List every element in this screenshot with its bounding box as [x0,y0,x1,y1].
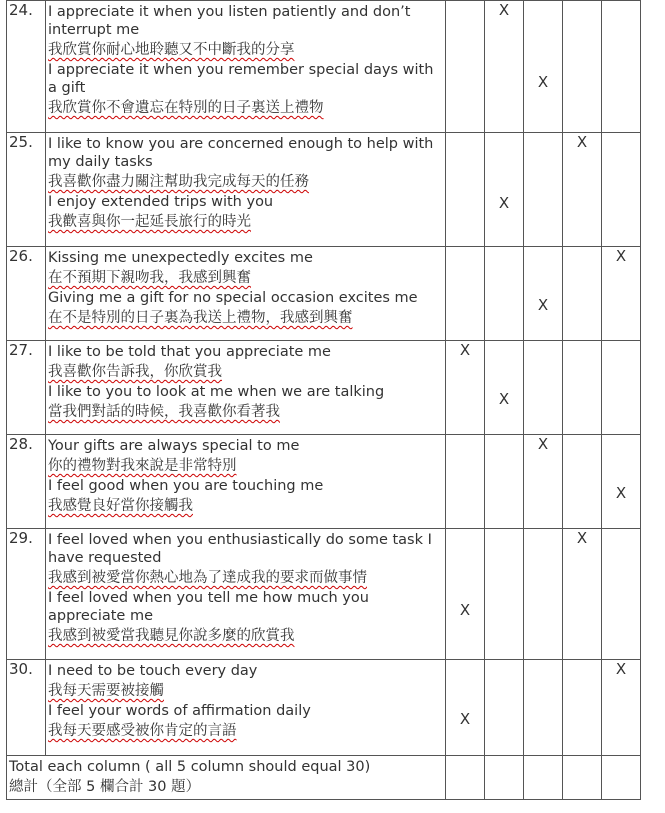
question-english: I enjoy extended trips with you [48,194,274,210]
answer-cell[interactable] [602,435,641,529]
question-chinese: 我欣賞你不會遺忘在特別的日子裏送上禮物 [48,100,324,116]
answer-cell[interactable] [485,133,524,247]
question-number: 26. [7,247,46,341]
table-row [7,247,641,341]
answer-cell[interactable] [485,341,524,435]
answer-cell[interactable] [602,1,641,133]
answer-cell[interactable] [563,341,602,435]
total-cell[interactable] [446,756,485,800]
question-chinese: 我每天要感受被你肯定的言語 [48,723,237,739]
question-english: I appreciate it when you listen patiently and don’t interrupt me [48,4,411,38]
answer-cell[interactable] [563,529,602,660]
answer-cell[interactable] [563,660,602,756]
check-mark: X [459,600,471,619]
table-row [7,435,641,529]
question-english: I like to you to look at me when we are talking [48,384,385,400]
answer-cell[interactable] [485,660,524,756]
question-english: Kissing me unexpectedly excites me [48,250,313,266]
question-english: I need to be touch every day [48,663,258,679]
question-chinese: 我每天需要被接觸 [48,683,164,699]
answer-cell[interactable] [446,133,485,247]
table-row [7,133,641,247]
question-number: 25. [7,133,46,247]
question-text [46,529,446,660]
answer-cell[interactable] [446,1,485,133]
question-english: I feel loved when you enthusiastically do some task I have requested [48,532,432,566]
total-chinese: 總計（全部 5 欄合計 30 題） [9,779,201,795]
answer-cell[interactable] [524,529,563,660]
answer-cell[interactable] [563,133,602,247]
question-text [46,435,446,529]
question-number: 29. [7,529,46,660]
answer-cell[interactable] [446,247,485,341]
table-row [7,1,641,133]
answer-cell[interactable] [602,529,641,660]
check-mark: X [615,483,627,502]
question-text [46,133,446,247]
table-row [7,341,641,435]
question-number: 24. [7,1,46,133]
question-chinese: 我感到被愛當我聽見你說多麼的欣賞我 [48,628,295,644]
question-english: I feel your words of affirmation daily [48,703,311,719]
answer-cell[interactable] [563,247,602,341]
question-number: 28. [7,435,46,529]
check-mark: X [615,660,627,678]
answer-cell[interactable] [446,529,485,660]
question-english: I like to be told that you appreciate me [48,344,331,360]
answer-cell[interactable] [524,435,563,529]
question-chinese: 我感到被愛當你熱心地為了達成我的要求而做事情 [48,570,367,586]
total-cell[interactable] [485,756,524,800]
question-number: 27. [7,341,46,435]
question-chinese: 我喜歡你告訴我，你欣賞我 [48,364,222,380]
question-text [46,341,446,435]
answer-cell[interactable] [524,133,563,247]
question-text [46,1,446,133]
answer-cell[interactable] [602,341,641,435]
question-chinese: 在不預期下親吻我，我感到興奮 [48,270,251,286]
question-chinese: 當我們對話的時候，我喜歡你看著我 [48,404,280,420]
question-english: I like to know you are concerned enough to help with my daily tasks [48,136,434,170]
total-cell[interactable] [524,756,563,800]
question-chinese: 我喜歡你盡力關注幫助我完成每天的任務 [48,174,309,190]
question-chinese: 我感覺良好當你接觸我 [48,498,193,514]
question-chinese: 我歡喜與你一起延長旅行的時光 [48,214,251,230]
check-mark: X [615,247,627,265]
question-english: I feel loved when you tell me how much you appreciate me [48,590,369,624]
question-number: 30. [7,660,46,756]
answer-cell[interactable] [485,529,524,660]
survey-table [6,0,641,800]
check-mark: X [537,295,549,314]
answer-cell[interactable] [563,1,602,133]
question-chinese: 在不是特別的日子裏為我送上禮物，我感到興奮 [48,310,353,326]
total-cell[interactable] [563,756,602,800]
question-text [46,660,446,756]
question-english: I appreciate it when you remember special days with a gift [48,62,434,96]
answer-cell[interactable] [446,435,485,529]
answer-cell[interactable] [563,435,602,529]
check-mark: X [459,709,471,728]
answer-cell[interactable] [485,435,524,529]
check-mark: X [498,1,510,19]
answer-cell[interactable] [485,1,524,133]
total-row [7,756,641,800]
check-mark: X [537,435,549,453]
check-mark: X [498,389,510,408]
answer-cell[interactable] [602,660,641,756]
check-mark: X [459,341,471,359]
check-mark: X [576,529,588,547]
answer-cell[interactable] [524,341,563,435]
answer-cell[interactable] [524,1,563,133]
check-mark: X [576,133,588,151]
question-chinese: 我欣賞你耐心地聆聽又不中斷我的分享 [48,42,295,58]
answer-cell[interactable] [524,247,563,341]
question-english: Giving me a gift for no special occasion excites me [48,290,418,306]
total-cell[interactable] [602,756,641,800]
answer-cell[interactable] [602,247,641,341]
question-chinese: 你的禮物對我來說是非常特別 [48,458,237,474]
table-row [7,660,641,756]
total-label [7,756,446,800]
answer-cell[interactable] [524,660,563,756]
question-english: Your gifts are always special to me [48,438,300,454]
question-text [46,247,446,341]
check-mark: X [498,194,510,213]
answer-cell[interactable] [446,660,485,756]
check-mark: X [537,73,549,92]
total-english: Total each column ( all 5 column should equal 30) [9,759,371,775]
answer-cell[interactable] [446,341,485,435]
question-english: I feel good when you are touching me [48,478,324,494]
table-row [7,529,641,660]
answer-cell[interactable] [602,133,641,247]
answer-cell[interactable] [485,247,524,341]
